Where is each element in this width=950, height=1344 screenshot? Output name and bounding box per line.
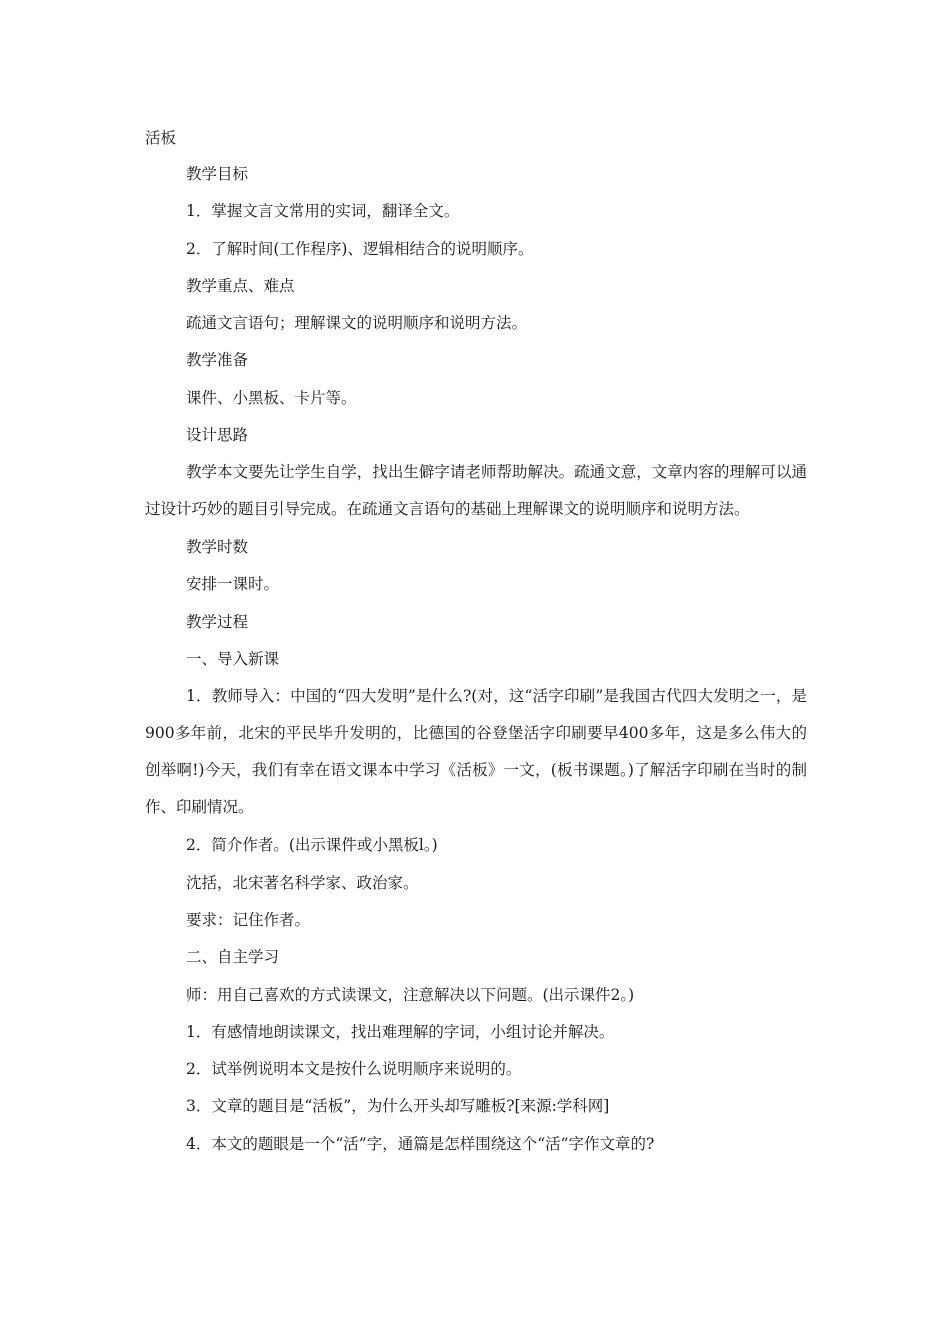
document-title: 活板 (145, 129, 177, 147)
section-self-study: 二、自主学习 (186, 948, 280, 967)
author-intro: 2．简介作者。(出示课件或小黑板l。) (186, 836, 438, 855)
author-text: 沈括，北宋著名科学家、政治家。 (186, 873, 419, 892)
class-hours-text: 安排一课时。 (186, 575, 280, 594)
question-item-1: 1．有感情地朗读课文，找出难理解的字词，小组讨论并解决。 (186, 1022, 615, 1041)
heading-teaching-goals: 教学目标 (186, 165, 249, 183)
design-paragraph: 教学本文要先让学生自学，找出生僻字请老师帮助解决。疏通文意，文章内容的理解可以通过设计巧妙的题目引导完成。在疏通文言语句的基础上理解课文的说明顺序和说明方法。 (145, 462, 807, 519)
heading-design: 设计思路 (186, 426, 249, 445)
question-item-4: 4．本文的题眼是一个“活”字，通篇是怎样围绕这个“活”字作文章的? (186, 1134, 655, 1153)
key-points-text: 疏通文言语句；理解课文的说明顺序和说明方法。 (186, 314, 528, 333)
heading-preparation: 教学准备 (186, 351, 249, 370)
heading-key-points: 教学重点、难点 (186, 276, 295, 295)
heading-process: 教学过程 (186, 612, 249, 631)
teacher-instruction: 师：用自己喜欢的方式读课文，注意解决以下问题。(出示课件2。) (186, 985, 635, 1004)
intro-paragraph: 1．教师导入：中国的“四大发明”是什么?(对，这“活字印刷”是我国古代四大发明之一，是900多年前，北宋的平民毕升发明的，比德国的谷登堡活字印刷要早400多年，这是多么伟大的创举啊!)今天，我们有幸在语文课本中学习《活板》一文，(板书课题。)了解活字印刷在当时的制作、印刷情况。 (145, 686, 807, 817)
question-item-2: 2．试举例说明本文是按什么说明顺序来说明的。 (186, 1060, 522, 1079)
preparation-text: 课件、小黑板、卡片等。 (186, 388, 357, 407)
requirement-text: 要求：记住作者。 (186, 910, 311, 929)
heading-class-hours: 教学时数 (186, 537, 249, 556)
goal-item-2: 2．了解时间(工作程序)、逻辑相结合的说明顺序。 (186, 239, 534, 258)
goal-item-1: 1．掌握文言文常用的实词，翻译全文。 (186, 202, 460, 221)
document-body (145, 163, 807, 1170)
question-item-3: 3．文章的题目是“活板”，为什么开头却写雕板?[来源:学科网] (186, 1097, 610, 1116)
section-intro: 一、导入新课 (186, 649, 280, 668)
